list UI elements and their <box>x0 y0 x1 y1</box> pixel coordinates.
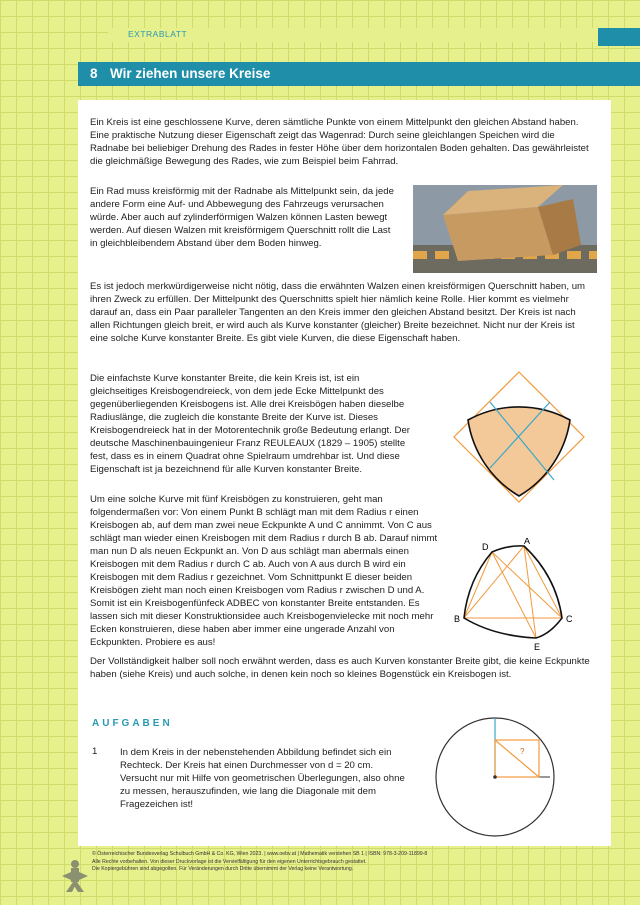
footer-disclaimer: Die Kopiergebühren sind abgegolten. Für Veränderungen durch Dritte übernimmt der Verlag keine Verantwortung. <box>92 866 354 873</box>
task-number: 1 <box>92 746 98 757</box>
point-label-e: E <box>534 642 541 652</box>
paragraph-construction-intro: Um eine solche Kurve mit fünf Kreisbögen zu konstruieren, geht man folgendermaßen vor: Von einem Punkt B schlägt man mit dem Radius r einen Kreisbogen ab, auf dem man zwei neue Eckpunkte A und C annimmt. Von C aus schlägt man wieder einen Kreisbogen mit dem Radius r durch B ab. Darauf nimmt man nun D als neuen Eckpunkt an. Von D aus schlägt man abermals einen Kreisbogen mit dem Radius r durch C ab. Auch von A aus durch B wird ein Kreisbogen mit dem Radius r gezeichnet. Vom Schnittpunkt E dieser beiden Kreisbögen zieht man noch einen Kreisbogen vom Radius r zwischen D und A. Somit ist ein Kreisbogenfünfeck ADBEC von konstanter Breite entstanden. Es lassen sich mit dieser Konstruktionsidee auch Kreisbogenvielecke mit noch mehr Ecken konstruieren, diese haben aber immer eine ungerade Anzahl von Eckpunkten. Probiere es aus! <box>90 494 438 648</box>
corner-tab <box>598 28 640 46</box>
point-label-b: B <box>454 614 461 624</box>
circle-rectangle-diagram <box>432 714 558 840</box>
box-on-rollers-photo <box>413 185 597 273</box>
reuleaux-triangle-diagram <box>450 368 588 506</box>
paragraph-reuleaux: Die einfachste Kurve konstanter Breite, die kein Kreis ist, ist ein gleichseitiges Kreisbogendreieck, von dem jede Ecke Mittelpunkt des gegenüberliegenden Kreisbogens ist. Alle drei Kreisbögen haben dieselbe Radiuslänge, die zugleich die konstante Breite der Kurve ist. Dieses Kreisbogendreieck hat in der Motorentechnik große Bedeutung erlangt. Der deutsche Maschinenbauingenieur Franz REULEAUX (1829 – 1905) stellte fest, dass es in einem Quadrat ohne Spielraum umdrehbar ist. Und diese Eigenschaft ist ja bezeichnend für alle Kurven konstanter Breite. <box>90 373 410 475</box>
pentagon-construction-diagram <box>454 538 590 660</box>
task-text: In dem Kreis in der nebenstehenden Abbildung befindet sich ein Rechteck. Der Kreis hat einen Durchmesser von d = 20 cm. Versucht nur mit Hilfe von geometrischen Überlegungen, also ohne zu messen, herauszufinden, wie lang die Diagonale mit dem Fragezeichen ist! <box>120 747 405 810</box>
publisher-logo <box>62 858 88 892</box>
paragraph-intro: Ein Kreis ist eine geschlossene Kurve, deren sämtliche Punkte von einem Mittelpunkt den gleichen Abstand haben. Eine praktische Nutzung dieser Eigenschaft zeigt das Wagenrad: Durch seine gleichlangen Speichen wird die Radnabe bei beliebiger Drehung des Rades in fester Höhe über dem horizontalen Boden gehalten. Das gewährleistet die gleichmäßige Bewegung des Rades, wie zum Beispiel beim Fahrrad. <box>90 117 589 167</box>
paragraph-wheel: Ein Rad muss kreisförmig mit der Radnabe als Mittelpunkt sein, da jede andere Form eine Auf- und Abbewegung des Fahrzeugs verursachen würde. Aber auch auf zylinderförmigen Walzen können Lasten bewegt werden. Auf diesen Walzen mit kreisförmigem Querschnitt rollt die Last in gleichbleibendem Abstand über dem Boden hinweg. <box>90 186 394 249</box>
chapter-number: 8 <box>90 66 98 81</box>
paragraph-constant-width: Es ist jedoch merkwürdigerweise nicht nötig, dass die erwähnten Walzen einen kreisförmigen Querschnitt haben, um ihren Zweck zu erfüllen. Der Mittelpunkt des Querschnitts spielt hier nämlich keine Rolle. Hier kommt es vielmehr darauf an, dass ein Paar paralleler Tangenten an den Kreis immer den gleichen Abstand besitzt. Der Kreis ist nach allen Richtungen gleich breit, er wird auch als Kurve konstanter (gleicher) Breite bezeichnet. Nicht nur der Kreis ist eine solche Kurve konstanter Breite. Es gibt viele Kurven, die diese Eigenschaft haben. <box>90 281 586 344</box>
extrablatt-tab <box>108 28 640 42</box>
point-label-d: D <box>482 542 489 552</box>
point-label-c: C <box>566 614 573 624</box>
paragraph-completeness: Der Vollständigkeit halber soll noch erwähnt werden, dass es auch Kurven konstanter Breite gibt, die keine Eckpunkte haben (siehe Kreis) und auch solche, in denen kein noch so kleines Bogenstück ein Kreisbogen ist. <box>90 656 590 680</box>
footer-rights: Alle Rechte vorbehalten. Von dieser Druckvorlage ist die Vervielfältigung für den eigenen Unterrichtsgebrauch gestattet. <box>92 858 367 865</box>
footer <box>92 851 612 874</box>
chapter-title: Wir ziehen unsere Kreise <box>110 66 271 81</box>
diagonal-question-mark: ? <box>520 747 525 756</box>
footer-copyright: © Österreichischer Bundesverlag Schulbuch GmbH & Co. KG, Wien 2023. | www.oebv.at | Mathematik verstehen SB 1 | ISBN: 978-3-209-11899-8 <box>92 851 428 857</box>
point-label-a: A <box>524 538 531 546</box>
tasks-heading: AUFGABEN <box>92 718 173 729</box>
extrablatt-label: EXTRABLATT <box>128 29 188 39</box>
content-page <box>78 100 611 846</box>
chapter-title-bar <box>78 62 640 86</box>
